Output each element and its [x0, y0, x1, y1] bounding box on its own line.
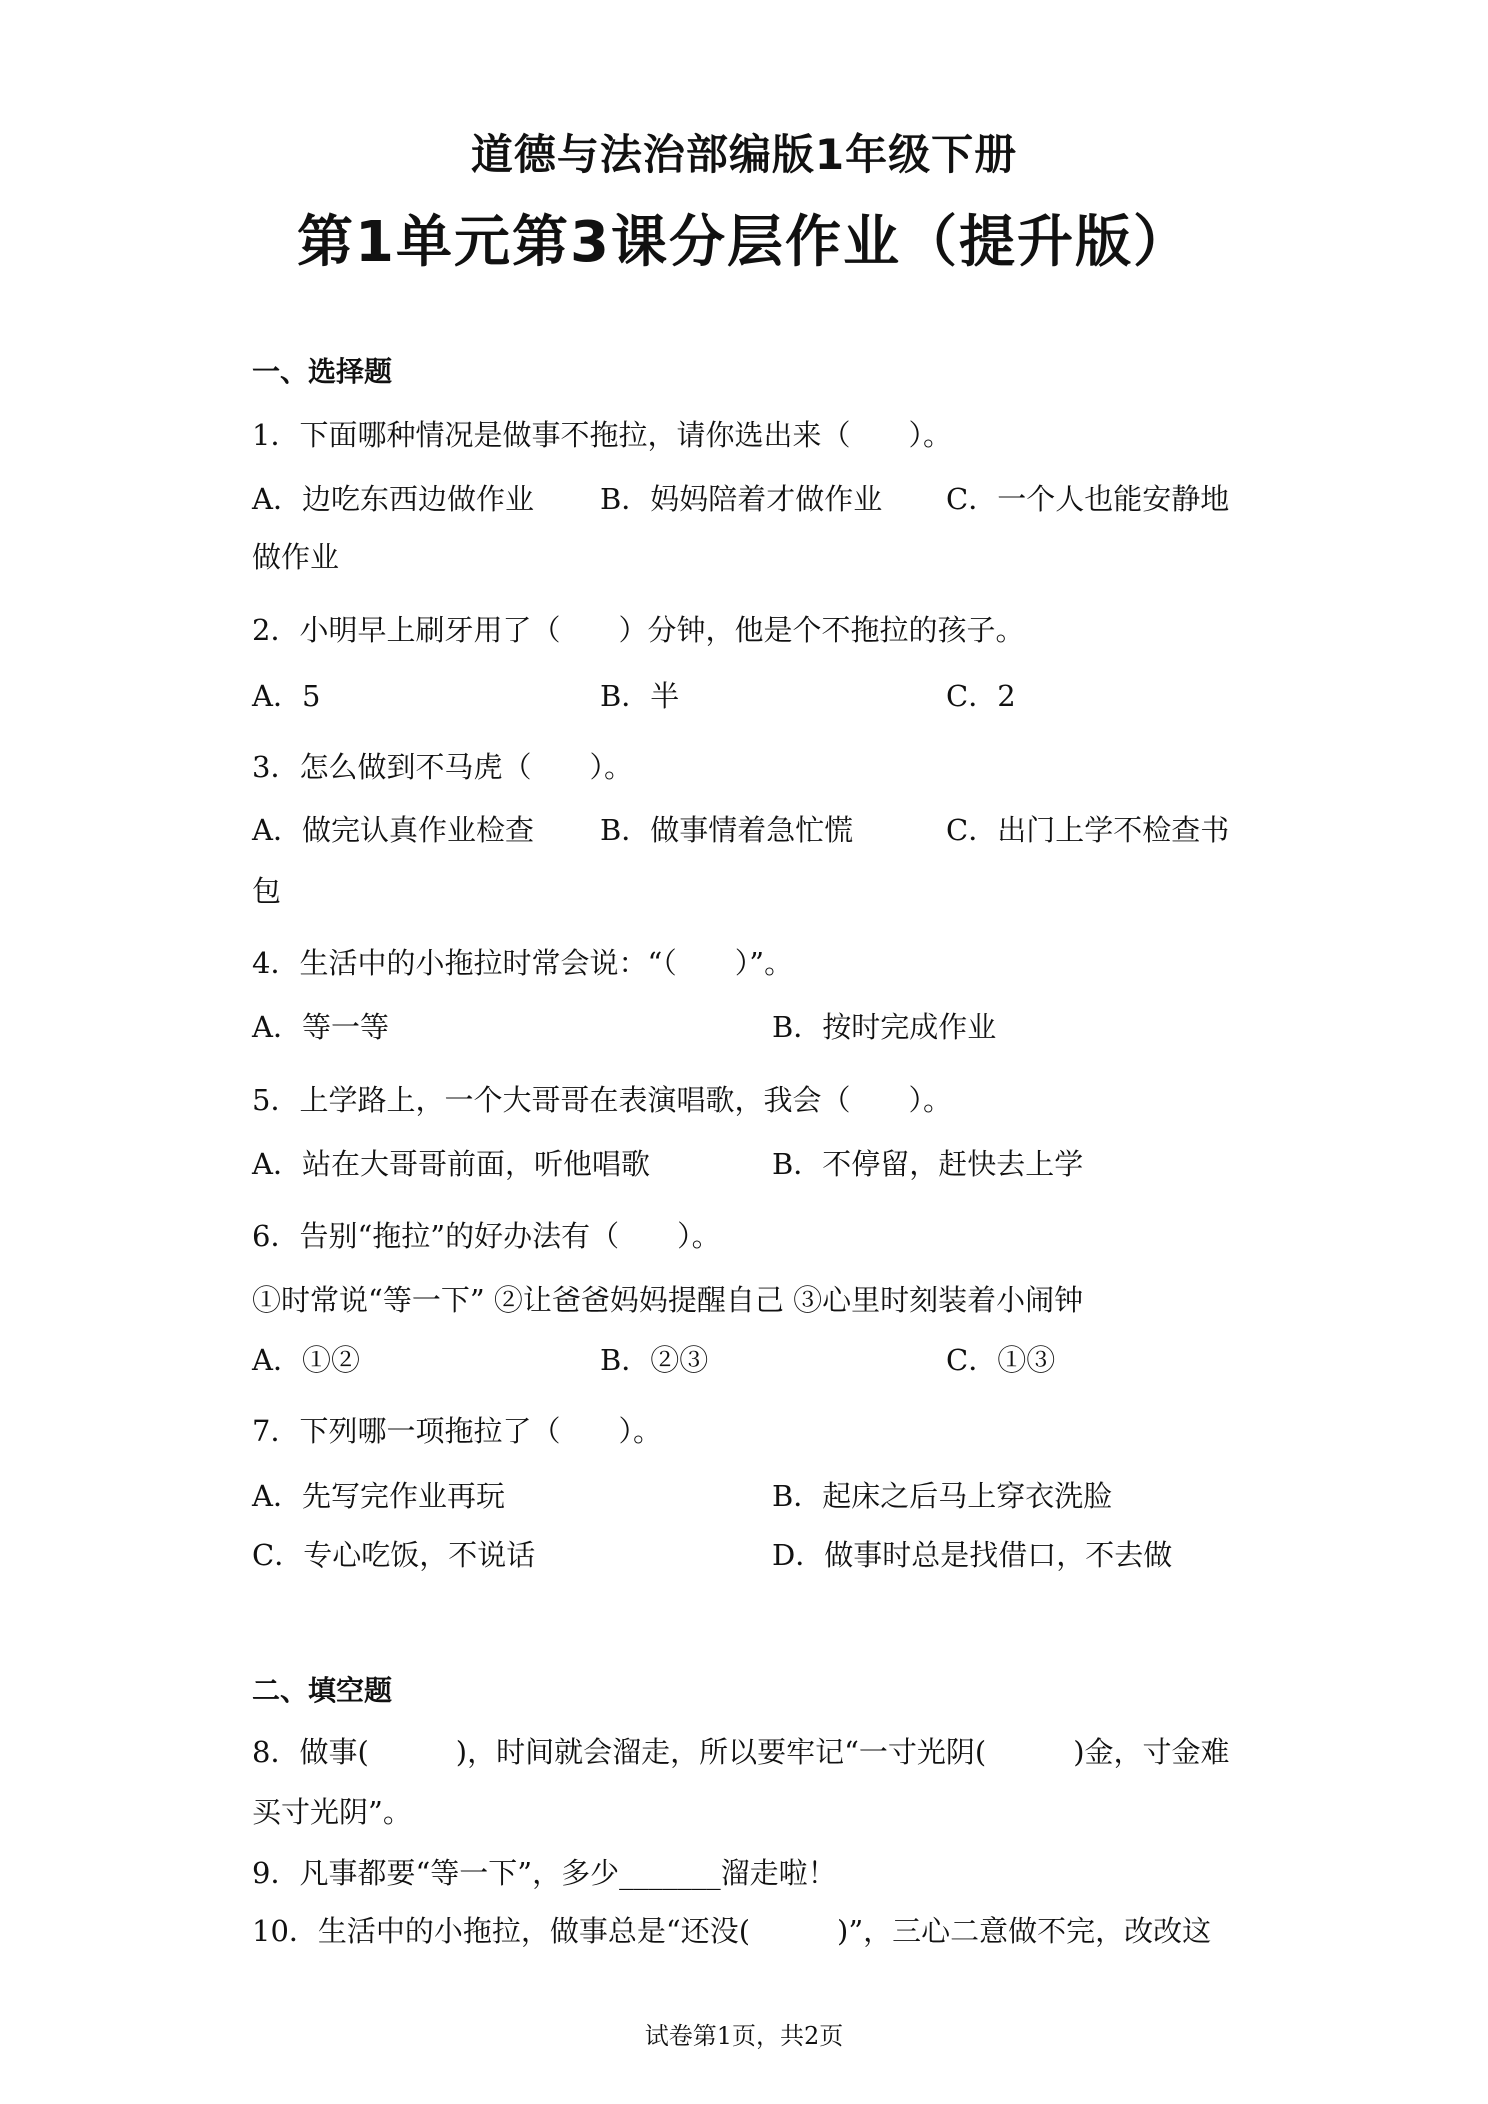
q3-option-c-continued: 包	[252, 874, 282, 908]
doc-title-line2: 第1单元第3课分层作业（提升版）	[297, 210, 1191, 275]
q6-option-c: C．①③	[946, 1343, 1056, 1377]
q1-stem: 1．下面哪种情况是做事不拖拉，请你选出来（ ）。	[252, 418, 952, 452]
q4-option-b: B．按时完成作业	[772, 1010, 997, 1044]
q2-option-b: B．半	[600, 679, 680, 713]
q9-line1: 9．凡事都要“等一下”，多少_______溜走啦！	[252, 1856, 837, 1890]
page-footer: 试卷第1页，共2页	[644, 2022, 844, 2050]
q3-option-c: C．出门上学不检查书	[946, 813, 1230, 847]
q5-stem: 5．上学路上，一个大哥哥在表演唱歌，我会（ ）。	[252, 1083, 952, 1117]
q1-option-b: B．妈妈陪着才做作业	[600, 482, 883, 516]
q1-option-a: A．边吃东西边做作业	[252, 482, 534, 516]
q3-option-a: A．做完认真作业检查	[252, 813, 534, 847]
q3-stem: 3．怎么做到不马虎（ ）。	[252, 750, 633, 784]
q10-line1: 10．生活中的小拖拉，做事总是“还没( )”，三心二意做不完，改改这	[252, 1914, 1212, 1948]
q7-option-d: D．做事时总是找借口，不去做	[772, 1538, 1173, 1572]
q7-option-a: A．先写完作业再玩	[252, 1479, 505, 1513]
q5-option-a: A．站在大哥哥前面，听他唱歌	[252, 1147, 650, 1181]
q6-option-a: A．①②	[252, 1343, 360, 1377]
q7-stem: 7．下列哪一项拖拉了（ ）。	[252, 1414, 662, 1448]
q8-line1: 8．做事( )，时间就会溜走，所以要牢记“一寸光阴( )金，寸金难	[252, 1735, 1230, 1769]
section-fill-heading: 二、填空题	[252, 1674, 393, 1707]
q8-line2: 买寸光阴”。	[252, 1795, 412, 1829]
q6-stem: 6．告别“拖拉”的好办法有（ ）。	[252, 1219, 721, 1253]
q4-stem: 4．生活中的小拖拉时常会说：“（ ）”。	[252, 946, 794, 980]
q2-stem: 2．小明早上刷牙用了（ ）分钟，他是个不拖拉的孩子。	[252, 613, 1025, 647]
q1-option-c: C．一个人也能安静地	[946, 482, 1230, 516]
q6-statements: ①时常说“等一下” ②让爸爸妈妈提醒自己 ③心里时刻装着小闹钟	[252, 1283, 1084, 1317]
q7-option-c: C．专心吃饭，不说话	[252, 1538, 536, 1572]
q6-option-b: B．②③	[600, 1343, 709, 1377]
q5-option-b: B．不停留，赶快去上学	[772, 1147, 1084, 1181]
section-choice-heading: 一、选择题	[252, 355, 393, 388]
q2-option-c: C．2	[946, 679, 1016, 713]
q1-option-c-continued: 做作业	[252, 540, 340, 574]
q2-option-a: A．5	[252, 679, 321, 713]
q3-option-b: B．做事情着急忙慌	[600, 813, 854, 847]
doc-title-line1: 道德与法治部编版1年级下册	[470, 130, 1018, 179]
q7-option-b: B．起床之后马上穿衣洗脸	[772, 1479, 1113, 1513]
q4-option-a: A．等一等	[252, 1010, 389, 1044]
